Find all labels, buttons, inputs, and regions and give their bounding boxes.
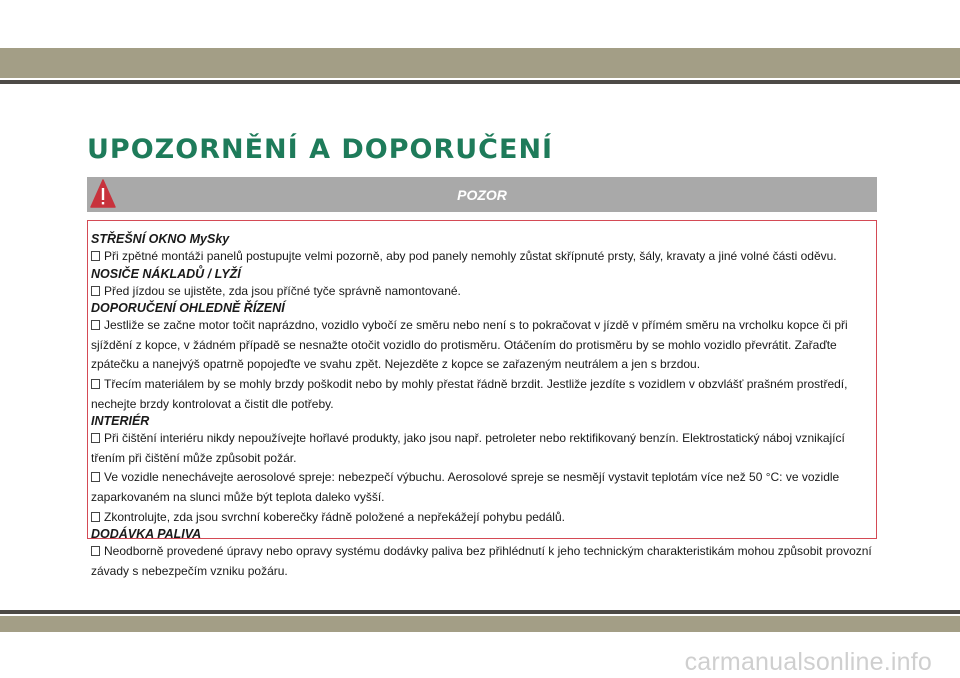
checkbox-bullet-icon — [91, 379, 100, 389]
header-rule — [0, 80, 960, 84]
bullet-paragraph — [91, 429, 876, 468]
bullet-paragraph — [91, 282, 876, 302]
paragraph-text: Třecím materiálem by se mohly brzdy poškodit nebo by mohly přestat řádně brzdit. Jestliže jezdíte s vozidlem v obzvlášť prašném prostředí, nechejte brzdy kontrolovat a čistit dle potřeby. — [91, 376, 848, 411]
footer-rule — [0, 610, 960, 614]
section-heading: DODÁVKA PALIVA — [91, 527, 202, 542]
checkbox-bullet-icon — [91, 251, 100, 261]
checkbox-bullet-icon — [91, 472, 100, 482]
section-heading: STŘEŠNÍ OKNO MySky — [91, 232, 230, 246]
bullet-paragraph — [91, 247, 876, 267]
paragraph-text: Neodborně provedené úpravy nebo opravy systému dodávky paliva bez přihlédnutí k jeho technickým charakteristikám mohou způsobit provozní závady s nebezpečím vzniku požáru. — [91, 544, 872, 578]
warning-title: POZOR — [457, 187, 507, 203]
checkbox-bullet-icon — [91, 433, 100, 443]
warning-box — [87, 220, 877, 578]
header-band — [0, 48, 960, 78]
paragraph-text: Jestliže se začne motor točit naprázdno, vozidlo vybočí ze směru nebo není s to pokračovat v jízdě v přímém směru na vrcholku kopce či při sjíždění z kopce, v žádném případě se nesnažte otočit vozidlo do protisměru. Otáčením do protisměru by se mohlo vozidlo převrátit. Zařaďte zpátečku a nanejvýš opatrně popojeďte ve svahu zpět. Nejezděte z kopce se zařazeným neutrálem a jen s brzdou. — [91, 318, 848, 372]
checkbox-bullet-icon — [91, 546, 100, 556]
bullet-paragraph — [91, 508, 876, 528]
checkbox-bullet-icon — [91, 320, 100, 330]
page-title: UPOZORNĚNÍ A DOPORUČENÍ — [87, 134, 554, 165]
bullet-paragraph — [91, 375, 876, 414]
warning-header — [87, 177, 877, 212]
paragraph-text: Zkontrolujte, zda jsou svrchní koberečky řádně položené a nepřekážejí pohybu pedálů. — [104, 509, 565, 524]
paragraph-text: Před jízdou se ujistěte, zda jsou příčné tyče správně namontované. — [104, 283, 461, 298]
paragraph-text: Při čištění interiéru nikdy nepoužívejte hořlavé produkty, jako jsou např. petroleter nebo rektifikovaný benzín. Elektrostatický náboj vznikající třením při čištění může způsobit požár. — [91, 431, 845, 465]
checkbox-bullet-icon — [91, 512, 100, 522]
paragraph-text: Ve vozidle nenechávejte aerosolové spreje: nebezpečí výbuchu. Aerosolové spreje se nesmějí vystavit teplotám více než 50 °C: ve vozidle zaparkovaném na slunci může být teplota daleko vyšší. — [91, 470, 840, 504]
footer-band — [0, 616, 960, 632]
bullet-paragraph — [91, 316, 876, 375]
checkbox-bullet-icon — [91, 286, 100, 296]
section-heading: DOPORUČENÍ OHLEDNĚ ŘÍZENÍ — [91, 301, 285, 316]
bullet-paragraph — [91, 542, 876, 581]
watermark: carmanualsonline.info — [684, 648, 932, 676]
bullet-paragraph — [91, 468, 876, 507]
paragraph-text: Při zpětné montáži panelů postupujte velmi pozorně, aby pod panely nemohly zůstat skřípnuté prsty, šály, kravaty a jiné volné části oděvu. — [104, 249, 837, 263]
section-heading: INTERIÉR — [91, 414, 150, 429]
section-heading: NOSIČE NÁKLADŮ / LYŽÍ — [91, 266, 241, 281]
